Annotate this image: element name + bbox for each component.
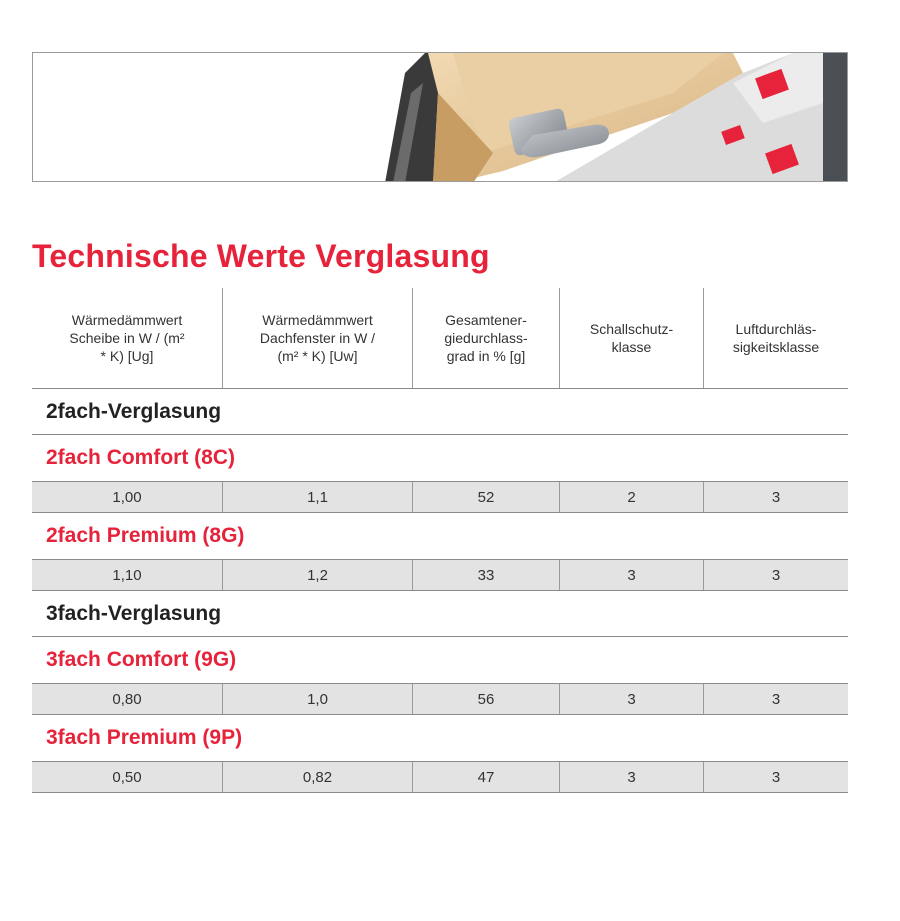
cell-g: 33	[412, 560, 559, 590]
table-row	[32, 683, 848, 715]
cell-g: 47	[412, 762, 559, 792]
cell-ug: 1,10	[112, 566, 142, 584]
cell-sound: 3	[559, 762, 703, 792]
header-air: Luftdurchläs- sigkeitsklasse	[703, 288, 848, 388]
cell-air: 3	[703, 482, 848, 512]
cell-ug: 0,50	[112, 768, 142, 786]
cell-uw: 1,1	[222, 482, 412, 512]
table-row	[32, 761, 848, 793]
cell-ug: 0,80	[112, 690, 142, 708]
cell-uw: 0,82	[222, 762, 412, 792]
group-heading: 3fach Premium (9P)	[46, 726, 243, 749]
page-title: Technische Werte Verglasung	[32, 238, 490, 274]
group-heading: 3fach Comfort (9G)	[46, 648, 237, 671]
cell-sound: 3	[559, 684, 703, 714]
header-g: Gesamtener- giedurchlass- grad in % [g]	[412, 288, 559, 388]
table-header	[32, 288, 848, 389]
cell-g: 52	[412, 482, 559, 512]
table-row	[32, 481, 848, 513]
section-heading: 3fach-Verglasung	[32, 591, 848, 637]
cell-ug: 1,00	[112, 488, 142, 506]
header-sound: Schallschutz- klasse	[559, 288, 703, 388]
group-heading: 2fach Comfort (8C)	[46, 446, 236, 469]
cell-g: 56	[412, 684, 559, 714]
header-ug: Wärmedämmwert Scheibe in W / (m² * K) [Ug]	[69, 312, 185, 364]
cell-air: 3	[703, 762, 848, 792]
header-uw: Wärmedämmwert Dachfenster in W / (m² * K) [Uw]	[222, 288, 412, 388]
cell-sound: 2	[559, 482, 703, 512]
table-row	[32, 559, 848, 591]
cell-uw: 1,2	[222, 560, 412, 590]
group-heading: 2fach Premium (8G)	[46, 524, 245, 547]
cell-air: 3	[703, 560, 848, 590]
cell-sound: 3	[559, 560, 703, 590]
cell-uw: 1,0	[222, 684, 412, 714]
roof-window-handle-image	[32, 52, 848, 182]
cell-air: 3	[703, 684, 848, 714]
section-heading: 2fach-Verglasung	[32, 389, 848, 435]
glazing-table	[32, 288, 848, 793]
